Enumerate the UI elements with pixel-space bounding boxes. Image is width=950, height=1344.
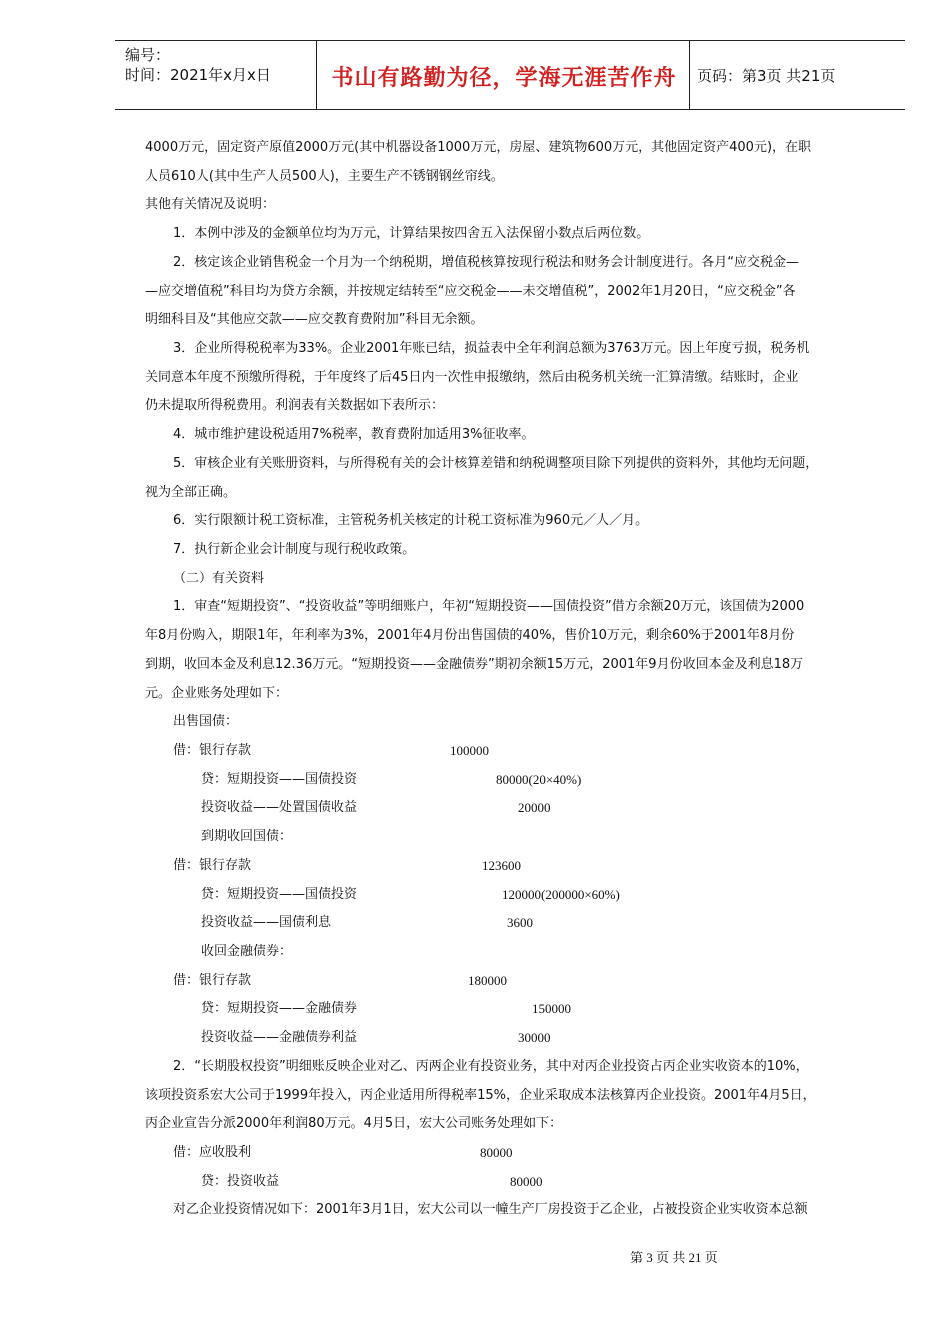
- credit-line: 贷：短期投资——金融债券: [201, 1001, 358, 1016]
- paragraph-line: 3．企业所得税税率为33%。企业2001年账已结，损益表中全年利润总额为3763万元。因上年度亏损，税务机: [173, 341, 810, 356]
- entry-amount: 120000(200000×60%): [502, 887, 620, 902]
- entry-amount: 80000(20×40%): [496, 772, 582, 787]
- debit-line: 借：银行存款: [173, 743, 252, 758]
- header-meta: [125, 45, 271, 85]
- credit-line: 贷：投资收益: [201, 1174, 280, 1189]
- paragraph-line: 年8月份购入，期限1年，年利率为3%，2001年4月份出售国债的40%，售价10万元，剩余60%于2001年8月份: [145, 628, 795, 643]
- paragraph-line: 仍未提取所得税费用。利润表有关数据如下表所示：: [145, 398, 445, 413]
- header-divider: [316, 41, 317, 109]
- debit-line: 借：应收股利: [173, 1145, 252, 1160]
- number-label: 编号：: [125, 46, 171, 64]
- entry-amount: 123600: [482, 858, 521, 873]
- paragraph-line: 视为全部正确。: [145, 485, 237, 500]
- entry-caption: 到期收回国债：: [201, 829, 293, 844]
- paragraph-line: 6．实行限额计税工资标准，主管税务机关核定的计税工资标准为960元／人／月。: [173, 513, 649, 528]
- paragraph-line: —应交增值税”科目均为贷方余额，并按规定结转至“应交税金——未交增值税”，2002年1月20日，“应交税金”各: [145, 284, 796, 299]
- paragraph-line: 丙企业宣告分派2000年利润80万元。4月5日，宏大公司账务处理如下：: [145, 1116, 563, 1131]
- entry-amount: 80000: [480, 1145, 513, 1160]
- paragraph-line: 2．核定该企业销售税金一个月为一个纳税期，增值税核算按现行税法和财务会计制度进行。各月“应交税金—: [173, 255, 800, 270]
- entry-amount: 180000: [468, 973, 507, 988]
- entry-amount: 80000: [510, 1174, 543, 1189]
- paragraph-line: 到期，收回本金及利息12.36万元。“短期投资——金融债券”期初余额15万元，2001年9月份收回本金及利息18万: [145, 657, 804, 672]
- paragraph-line: 7．执行新企业会计制度与现行税收政策。: [173, 542, 416, 557]
- paragraph-line: 1．本例中涉及的金额单位均为万元，计算结果按四舍五入法保留小数点后两位数。: [173, 226, 650, 241]
- paragraph-line: 关同意本年度不预缴所得税，于年度终了后45日内一次性申报缴纳，然后由税务机关统一汇算清缴。结账时，企业: [145, 370, 799, 385]
- header-page-number: 页码：第3页 共21页: [697, 67, 836, 85]
- credit-line: 投资收益——处置国债收益: [201, 800, 358, 815]
- debit-line: 借：银行存款: [173, 973, 252, 988]
- credit-line: 投资收益——国债利息: [201, 915, 332, 930]
- paragraph-line: 5．审核企业有关账册资料，与所得税有关的会计核算差错和纳税调整项目除下列提供的资料外，其他均无问题，: [173, 456, 819, 471]
- credit-line: 投资收益——金融债券利益: [201, 1030, 358, 1045]
- paragraph-line: 对乙企业投资情况如下：2001年3月1日，宏大公司以一幢生产厂房投资于乙企业，占被投资企业实收资本总额: [173, 1202, 808, 1217]
- entry-amount: 100000: [450, 743, 489, 758]
- paragraph-line: 该项投资系宏大公司于1999年投入，丙企业适用所得税率15%，企业采取成本法核算丙企业投资。2001年4月5日，: [145, 1088, 816, 1103]
- page-footer: 第 3 页 共 21 页: [630, 1250, 718, 1265]
- debit-line: 借：银行存款: [173, 858, 252, 873]
- paragraph-line: 1．审查“短期投资”、“投资收益”等明细账户，年初“短期投资——国债投资”借方余额20万元，该国债为2000: [173, 599, 805, 614]
- paragraph-line: 元。企业账务处理如下：: [145, 686, 289, 701]
- credit-line: 贷：短期投资——国债投资: [201, 887, 358, 902]
- entry-amount: 3600: [507, 915, 533, 930]
- page-header: [115, 40, 905, 110]
- entry-amount: 30000: [518, 1030, 551, 1045]
- header-divider: [689, 41, 690, 109]
- paragraph-line: 2．“长期股权投资”明细账反映企业对乙、丙两企业有投资业务，其中对丙企业投资占丙企业实收资本的10%，: [173, 1059, 809, 1074]
- section-heading: （二）有关资料: [173, 571, 265, 586]
- paragraph-line: 明细科目及“其他应交款——应交教育费附加”科目无余额。: [145, 312, 484, 327]
- paragraph-line: 4000万元，固定资产原值2000万元(其中机器设备1000万元，房屋、建筑物600万元，其他固定资产400元)，在职: [145, 140, 812, 155]
- entry-caption: 收回金融债券：: [201, 944, 293, 959]
- paragraph-line: 4．城市维护建设税适用7%税率，教育费附加适用3%征收率。: [173, 427, 535, 442]
- entry-caption: 出售国债：: [173, 714, 239, 729]
- time-label: 时间：2021年x月x日: [125, 66, 271, 84]
- paragraph-line: 其他有关情况及说明：: [145, 197, 276, 212]
- header-motto: 书山有路勤为径，学海无涯苦作舟: [331, 66, 677, 91]
- entry-amount: 20000: [518, 800, 551, 815]
- entry-amount: 150000: [532, 1001, 571, 1016]
- credit-line: 贷：短期投资——国债投资: [201, 772, 358, 787]
- paragraph-line: 人员610人(其中生产人员500人)，主要生产不锈钢钢丝帘线。: [145, 169, 504, 184]
